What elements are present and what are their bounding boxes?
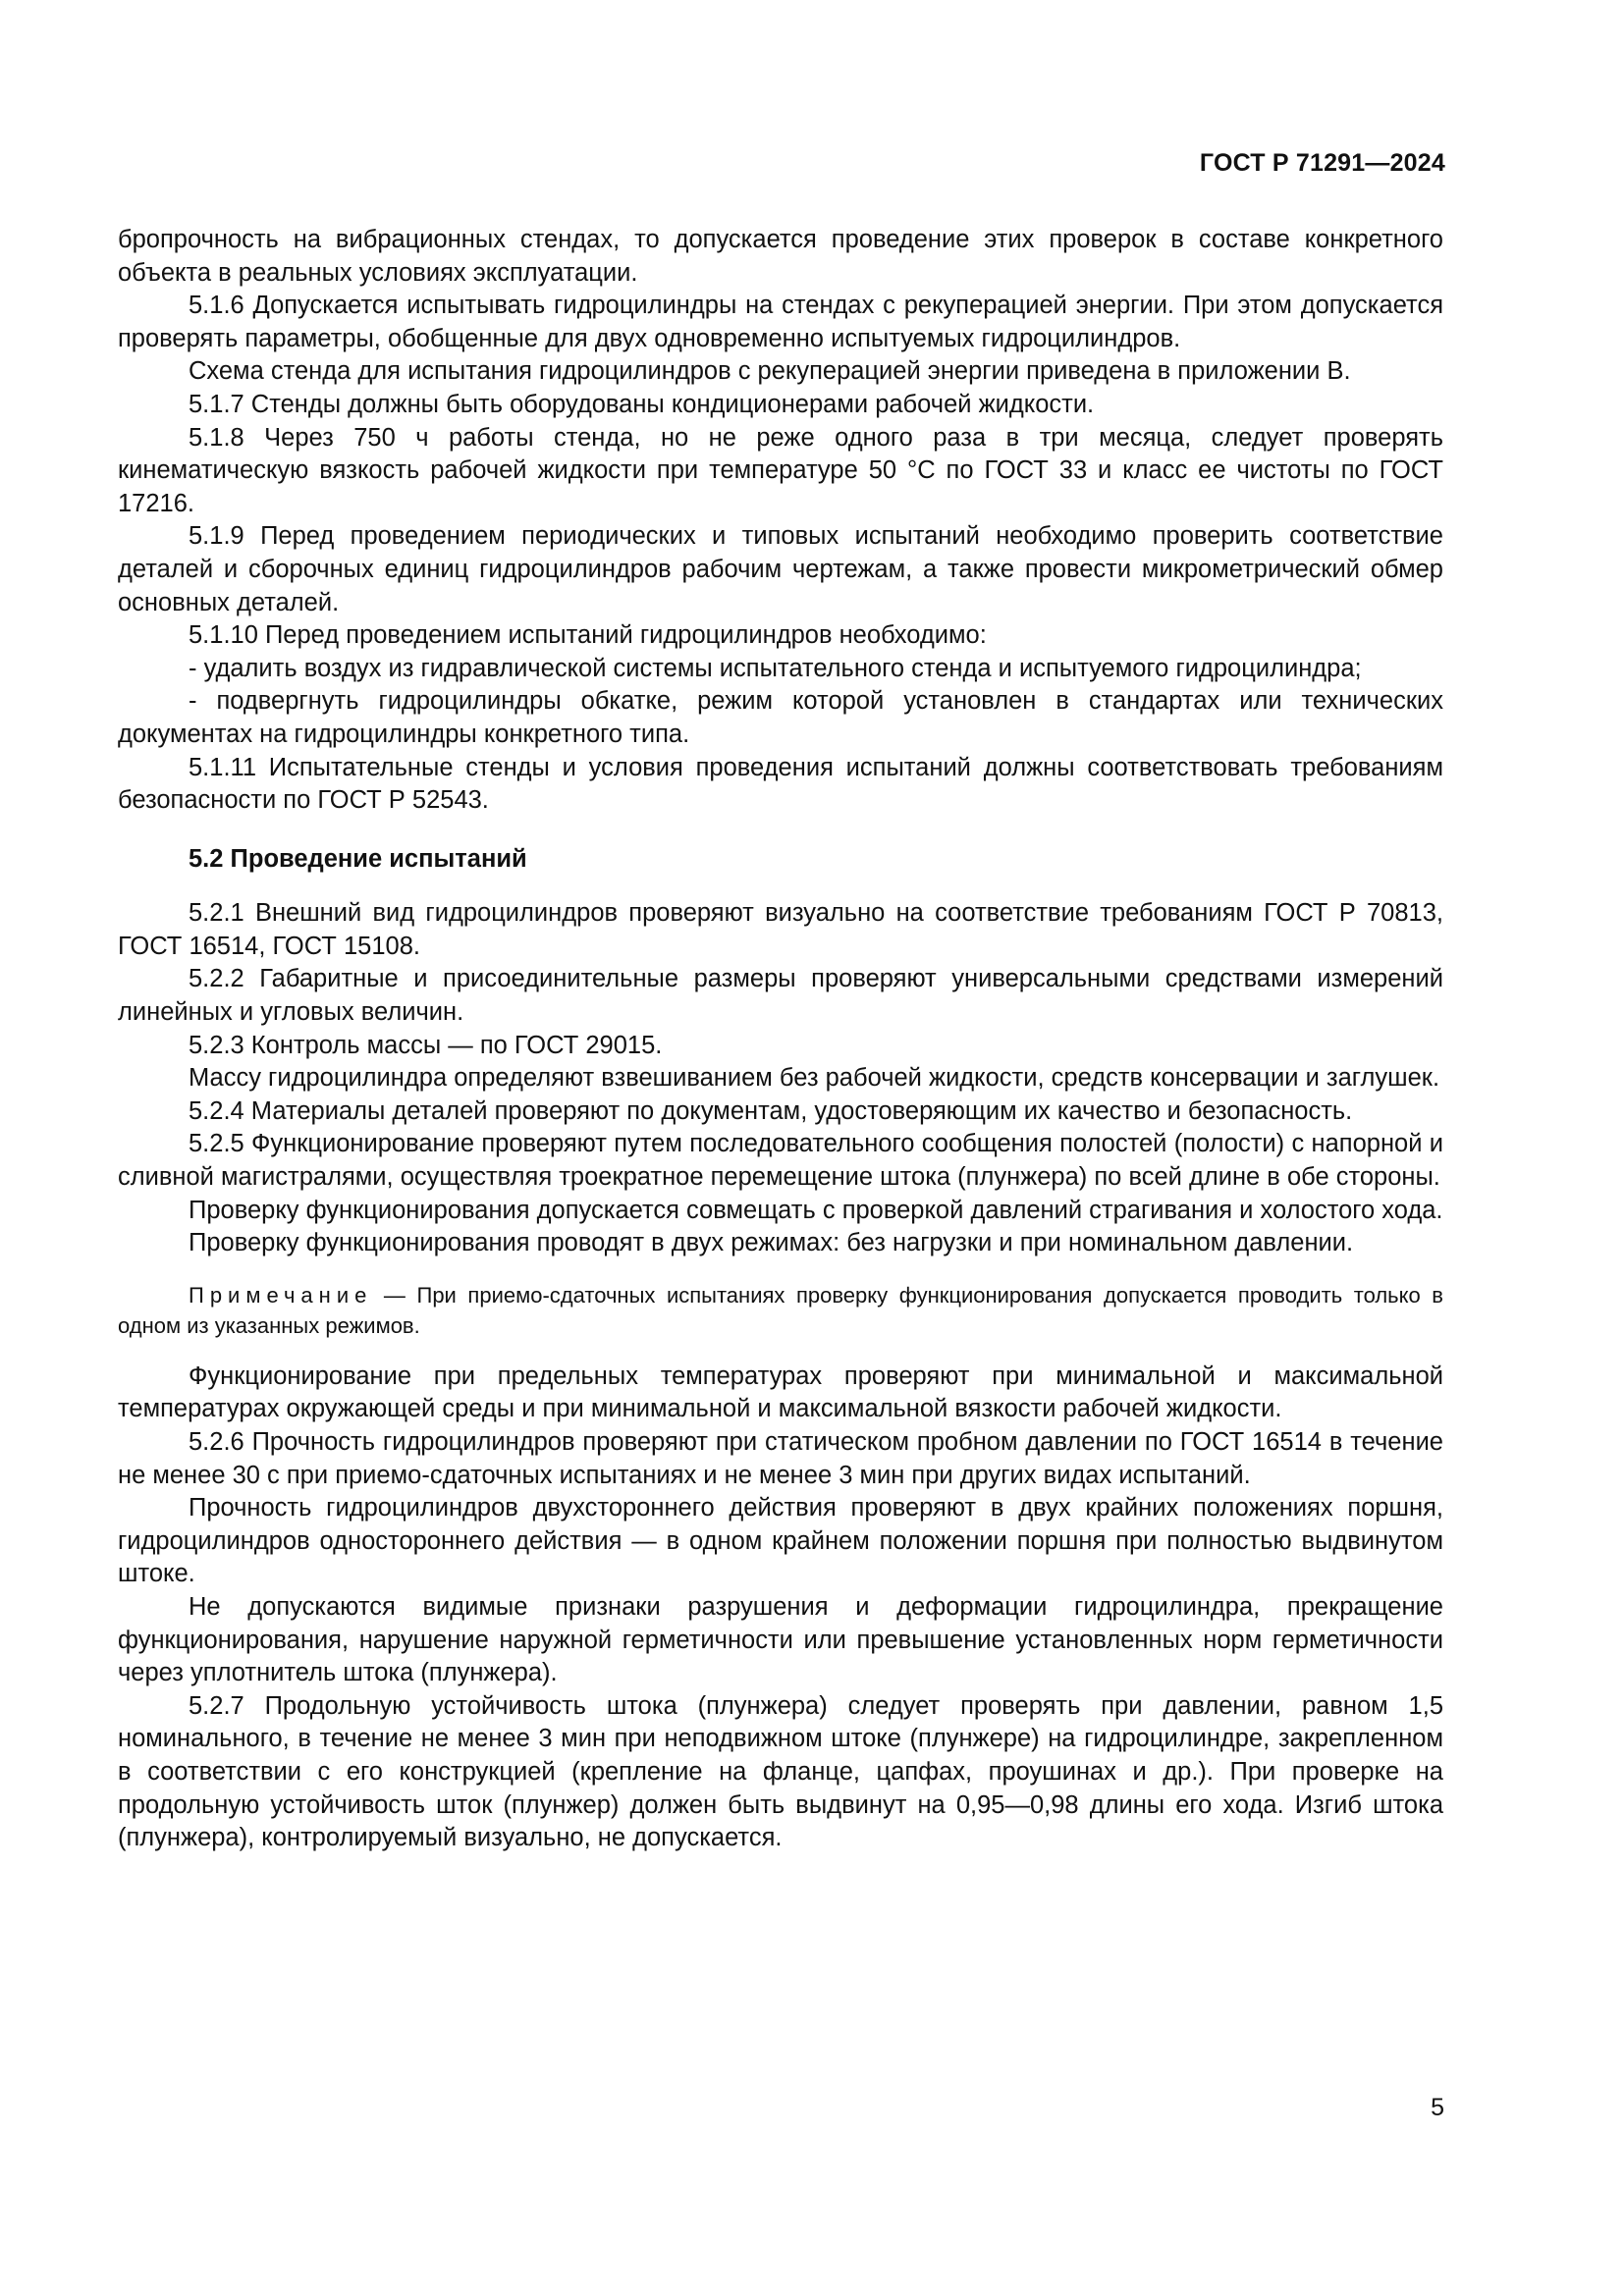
paragraph-5-2-5: 5.2.5 Функционирование проверяют путем последовательного сообщения полостей (полости) с напорной и сливной магистралями, осуществляя троекратное перемещение штока (плунжера) по всей длине в обе стороны. [118, 1130, 1443, 1192]
document-code-header: ГОСТ Р 71291—2024 [1199, 149, 1445, 177]
paragraph-5-1-6: 5.1.6 Допускается испытывать гидроцилиндры на стендах с рекуперацией энергии. При этом допускается проверять параметры, обобщенные для двух одновременно испытуемых гидроцилиндров. [118, 292, 1443, 352]
document-body [118, 224, 1443, 1855]
list-item: - подвергнуть гидроцилиндры обкатке, режим которой установлен в стандартах или технических документах на гидроцилиндры конкретного типа. [118, 687, 1443, 748]
paragraph-5-1-7: 5.1.7 Стенды должны быть оборудованы кондиционерами рабочей жидкости. [189, 390, 1095, 418]
paragraph-5-1-9: 5.1.9 Перед проведением периодических и типовых испытаний необходимо проверить соответствие деталей и сборочных единиц гидроцилиндров рабочим чертежам, а также провести микрометрический обмер основных деталей. [118, 522, 1443, 616]
list-item: - удалить воздух из гидравлической системы испытательного стенда и испытуемого гидроцилиндра; [189, 654, 1362, 682]
note [118, 1280, 1443, 1341]
paragraph-5-2-4: 5.2.4 Материалы деталей проверяют по документам, удостоверяющим их качество и безопасность. [189, 1096, 1353, 1125]
paragraph-5-1-8: 5.1.8 Через 750 ч работы стенда, но не реже одного раза в три месяца, следует проверять кинематическую вязкость рабочей жидкости при температуре 50 °С по ГОСТ 33 и класс ее чистоты по ГОСТ 17216. [118, 423, 1443, 517]
paragraph-5-1-11: 5.1.11 Испытательные стенды и условия проведения испытаний должны соответствовать требованиям безопасности по ГОСТ Р 52543. [118, 753, 1443, 815]
paragraph-5-2-6: 5.2.6 Прочность гидроцилиндров проверяют при статическом пробном давлении по ГОСТ 16514 в течение не менее 30 с при приемо-сдаточных испытаниях и не менее 3 мин при других видах испытаний. [118, 1428, 1443, 1489]
page-number: 5 [1431, 2094, 1444, 2121]
paragraph: Прочность гидроцилиндров двухстороннего действия проверяют в двух крайних положениях поршня, гидроцилиндров одностороннего действия — в одном крайнем положении поршня при полностью выдвинутом штоке. [118, 1494, 1443, 1588]
paragraph: Проверку функционирования допускается совмещать с проверкой давлений страгивания и холостого хода. [189, 1196, 1443, 1224]
paragraph: Функционирование при предельных температурах проверяют при минимальной и максимальной температурах окружающей среды и при минимальной и максимальной вязкости рабочей жидкости. [118, 1362, 1443, 1423]
paragraph: Не допускаются видимые признаки разрушения и деформации гидроцилиндра, прекращение функционирования, нарушение наружной герметичности или превышение установленных норм герметичности через уплотнитель штока (плунжера). [118, 1592, 1443, 1687]
note-text: — При приемо-сдаточных испытаниях проверку функционирования допускается проводить только в одном из указанных режимов. [118, 1282, 1443, 1338]
paragraph: Массу гидроцилиндра определяют взвешиванием без рабочей жидкости, средств консервации и заглушек. [189, 1064, 1440, 1093]
note-label: Примечание [189, 1282, 373, 1308]
paragraph: Схема стенда для испытания гидроцилиндров с рекуперацией энергии приведена в приложении В. [189, 357, 1351, 386]
paragraph-5-2-7: 5.2.7 Продольную устойчивость штока (плунжера) следует проверять при давлении, равном 1,5 номинального, в течение не менее 3 мин при неподвижном штоке (плунжере) на гидроцилиндре, закрепленном в соответствии с его конструкцией (крепление на фланце, цапфах, проушинах и др.). При проверке на продольную устойчивость шток (плунжер) должен быть выдвинут на 0,95—0,98 длины его хода. Изгиб штока (плунжера), контролируемый визуально, не допускается. [118, 1691, 1443, 1852]
section-heading-5-2: 5.2 Проведение испытаний [189, 844, 527, 873]
paragraph: Проверку функционирования проводят в двух режимах: без нагрузки и при номинальном давлении. [189, 1229, 1354, 1257]
paragraph: бропрочность на вибрационных стендах, то допускается проведение этих проверок в составе конкретного объекта в реальных условиях эксплуатации. [118, 226, 1443, 287]
paragraph-5-2-3: 5.2.3 Контроль массы — по ГОСТ 29015. [189, 1031, 663, 1059]
paragraph-5-2-2: 5.2.2 Габаритные и присоединительные размеры проверяют универсальными средствами измерений линейных и угловых величин. [118, 965, 1443, 1027]
paragraph-5-1-10: 5.1.10 Перед проведением испытаний гидроцилиндров необходимо: [189, 621, 987, 650]
paragraph-5-2-1: 5.2.1 Внешний вид гидроцилиндров проверяют визуально на соответствие требованиям ГОСТ Р 70813, ГОСТ 16514, ГОСТ 15108. [118, 899, 1443, 960]
